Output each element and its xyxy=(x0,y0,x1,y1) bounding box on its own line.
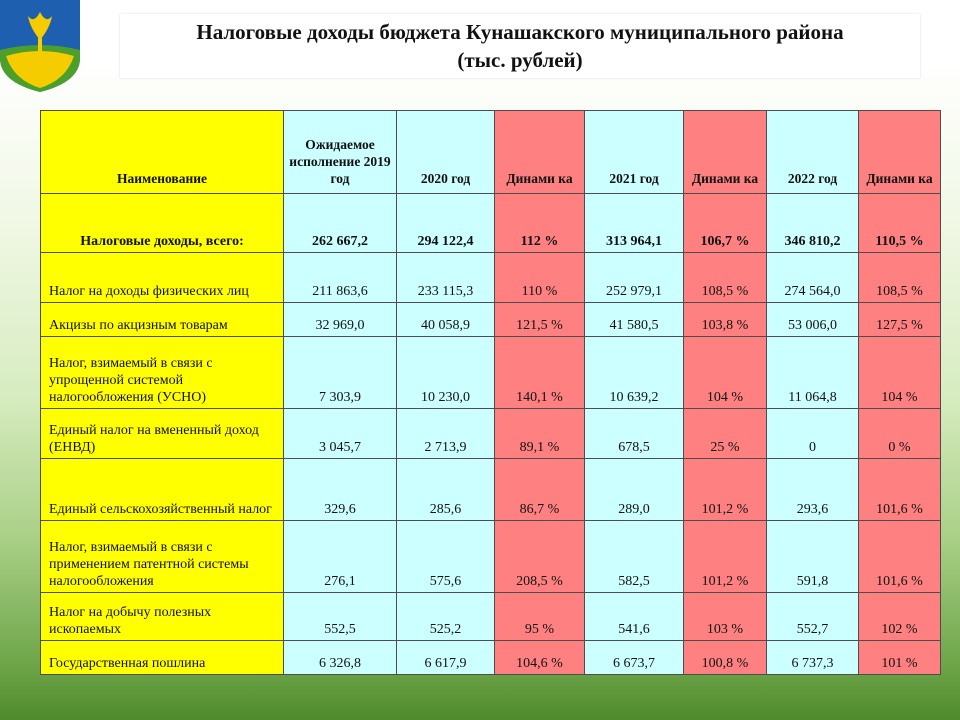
page-subtitle: (тыс. рублей) xyxy=(457,48,583,72)
value-cell: 293,6 xyxy=(767,459,859,521)
row-name-cell: Единый налог на вмененный доход (ЕНВД) xyxy=(41,409,284,459)
dynamics-cell: 112 % xyxy=(495,194,585,253)
value-cell: 11 064,8 xyxy=(767,337,859,409)
dynamics-cell: 101,2 % xyxy=(684,521,767,593)
dynamics-cell: 0 % xyxy=(859,409,941,459)
title-box xyxy=(120,14,920,78)
table-row xyxy=(41,641,941,675)
page-title: Налоговые доходы бюджета Кунашакского муниципального района xyxy=(196,20,844,44)
row-name-cell: Налог на добычу полезных ископаемых xyxy=(41,593,284,641)
table-row xyxy=(41,593,941,641)
dynamics-cell: 101,6 % xyxy=(859,459,941,521)
value-cell: 0 xyxy=(767,409,859,459)
column-header: Ожидаемое исполнение 2019 год xyxy=(284,111,397,194)
tax-revenue-table xyxy=(40,110,941,675)
value-cell: 252 979,1 xyxy=(585,253,684,303)
dynamics-cell: 100,8 % xyxy=(684,641,767,675)
row-name-cell: Акцизы по акцизным товарам xyxy=(41,303,284,337)
dynamics-cell: 101,2 % xyxy=(684,459,767,521)
value-cell: 3 045,7 xyxy=(284,409,397,459)
value-cell: 6 617,9 xyxy=(397,641,495,675)
value-cell: 6 326,8 xyxy=(284,641,397,675)
value-cell: 6 737,3 xyxy=(767,641,859,675)
dynamics-cell: 208,5 % xyxy=(495,521,585,593)
value-cell: 2 713,9 xyxy=(397,409,495,459)
column-header: Наименование xyxy=(41,111,284,194)
column-header: Динами ка xyxy=(495,111,585,194)
value-cell: 294 122,4 xyxy=(397,194,495,253)
dynamics-cell: 25 % xyxy=(684,409,767,459)
column-header: Динами ка xyxy=(859,111,941,194)
value-cell: 53 006,0 xyxy=(767,303,859,337)
dynamics-cell: 108,5 % xyxy=(684,253,767,303)
dynamics-cell: 104 % xyxy=(859,337,941,409)
row-name-cell: Налог, взимаемый в связи с упрощенной системой налогообложения (УСНО) xyxy=(41,337,284,409)
column-header: 2022 год xyxy=(767,111,859,194)
dynamics-cell: 89,1 % xyxy=(495,409,585,459)
value-cell: 41 580,5 xyxy=(585,303,684,337)
value-cell: 591,8 xyxy=(767,521,859,593)
column-header: 2021 год xyxy=(585,111,684,194)
column-header: 2020 год xyxy=(397,111,495,194)
row-name-cell: Единый сельскохозяйственный налог xyxy=(41,459,284,521)
dynamics-cell: 103,8 % xyxy=(684,303,767,337)
value-cell: 6 673,7 xyxy=(585,641,684,675)
row-name-cell: Государственная пошлина xyxy=(41,641,284,675)
dynamics-cell: 140,1 % xyxy=(495,337,585,409)
dynamics-cell: 104,6 % xyxy=(495,641,585,675)
value-cell: 678,5 xyxy=(585,409,684,459)
dynamics-cell: 127,5 % xyxy=(859,303,941,337)
row-name-cell: Налог на доходы физических лиц xyxy=(41,253,284,303)
dynamics-cell: 101,6 % xyxy=(859,521,941,593)
value-cell: 289,0 xyxy=(585,459,684,521)
table-row xyxy=(41,459,941,521)
value-cell: 552,5 xyxy=(284,593,397,641)
value-cell: 313 964,1 xyxy=(585,194,684,253)
dynamics-cell: 110,5 % xyxy=(859,194,941,253)
dynamics-cell: 104 % xyxy=(684,337,767,409)
table-row xyxy=(41,521,941,593)
row-name-cell: Налог, взимаемый в связи с применением патентной системы налогообложения xyxy=(41,521,284,593)
dynamics-cell: 102 % xyxy=(859,593,941,641)
value-cell: 575,6 xyxy=(397,521,495,593)
value-cell: 541,6 xyxy=(585,593,684,641)
table-row xyxy=(41,303,941,337)
dynamics-cell: 101 % xyxy=(859,641,941,675)
value-cell: 274 564,0 xyxy=(767,253,859,303)
table-row-total xyxy=(41,194,941,253)
dynamics-cell: 106,7 % xyxy=(684,194,767,253)
value-cell: 329,6 xyxy=(284,459,397,521)
dynamics-cell: 121,5 % xyxy=(495,303,585,337)
value-cell: 10 230,0 xyxy=(397,337,495,409)
value-cell: 262 667,2 xyxy=(284,194,397,253)
dynamics-cell: 110 % xyxy=(495,253,585,303)
value-cell: 7 303,9 xyxy=(284,337,397,409)
column-header: Динами ка xyxy=(684,111,767,194)
value-cell: 525,2 xyxy=(397,593,495,641)
row-name-cell: Налоговые доходы, всего: xyxy=(41,194,284,253)
value-cell: 582,5 xyxy=(585,521,684,593)
value-cell: 346 810,2 xyxy=(767,194,859,253)
dynamics-cell: 86,7 % xyxy=(495,459,585,521)
table-row xyxy=(41,409,941,459)
value-cell: 10 639,2 xyxy=(585,337,684,409)
value-cell: 276,1 xyxy=(284,521,397,593)
table-body xyxy=(41,194,941,675)
table-row xyxy=(41,337,941,409)
dynamics-cell: 95 % xyxy=(495,593,585,641)
value-cell: 40 058,9 xyxy=(397,303,495,337)
table-row xyxy=(41,253,941,303)
dynamics-cell: 108,5 % xyxy=(859,253,941,303)
value-cell: 32 969,0 xyxy=(284,303,397,337)
dynamics-cell: 103 % xyxy=(684,593,767,641)
value-cell: 552,7 xyxy=(767,593,859,641)
crest-icon xyxy=(0,0,80,92)
value-cell: 211 863,6 xyxy=(284,253,397,303)
value-cell: 233 115,3 xyxy=(397,253,495,303)
value-cell: 285,6 xyxy=(397,459,495,521)
table-header-row xyxy=(41,111,941,194)
